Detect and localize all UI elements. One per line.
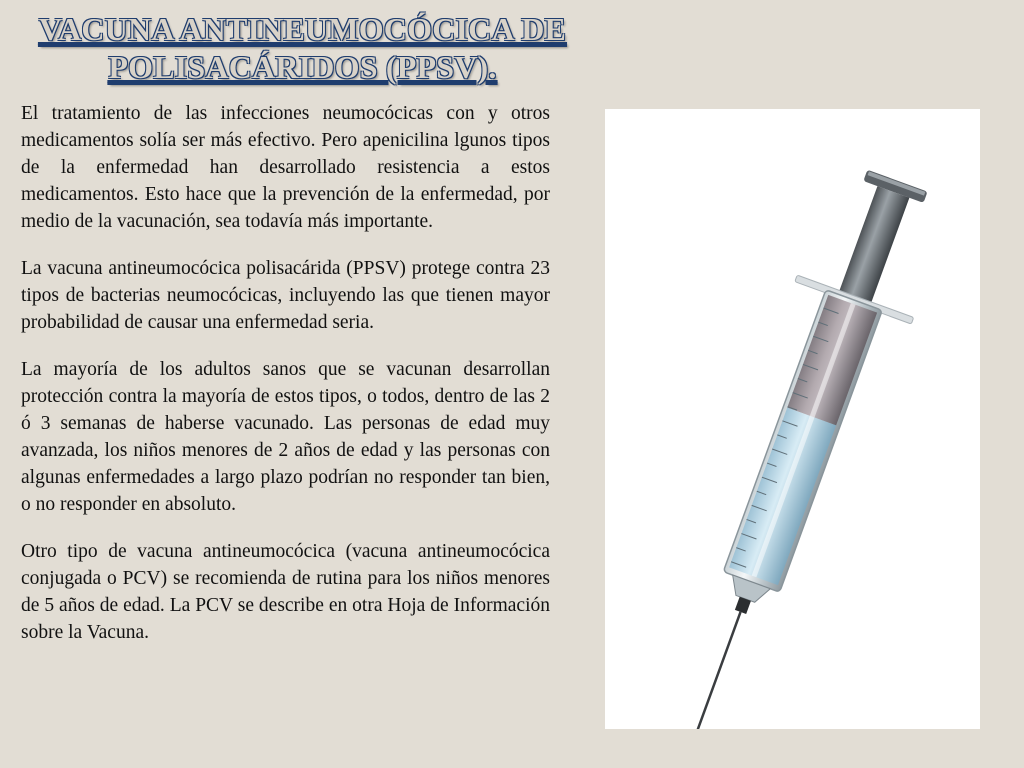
syringe-illustration bbox=[605, 109, 980, 729]
title-line-2: POLISACÁRIDOS (PPSV). bbox=[108, 49, 497, 85]
paragraph-4: Otro tipo de vacuna antineumocócica (vacuna antineumocócica conjugada o PCV) se recomienda de rutina para los niños menores de 5 años de edad. La PCV se describe en otra Hoja de Información sobre la Vacuna. bbox=[21, 541, 550, 643]
title-line-1: VACUNA ANTINEUMOCÓCICA DE bbox=[38, 11, 567, 47]
paragraph-1: El tratamiento de las infecciones neumocócicas con y otros medicamentos solía ser más efectivo. Pero apenicilina lgunos tipos de la enfermedad han desarrollado resistencia a estos medicamentos. Esto hace que la prevención de la enfermedad, por medio de la vacunación, sea todavía más importante. bbox=[21, 103, 550, 232]
paragraph-3: La mayoría de los adultos sanos que se vacunan desarrollan protección contra la mayoría de estos tipos, o todos, dentro de las 2 ó 3 semanas de haberse vacunado. Las personas de edad muy avanzada, los niños menores de 2 años de edad y las personas con algunas enfermedades a largo plazo podrían no responder tan bien, o no responder en absoluto. bbox=[21, 359, 550, 515]
syringe-image bbox=[605, 109, 980, 729]
plunger-rod bbox=[838, 186, 909, 306]
slide-title bbox=[0, 10, 605, 86]
body-text bbox=[21, 100, 550, 666]
paragraph-2: La vacuna antineumocócica polisacárida (PPSV) protege contra 23 tipos de bacterias neumocócicas, incluyendo las que tienen mayor probabilidad de causar una enfermedad seria. bbox=[21, 258, 550, 333]
needle bbox=[680, 612, 740, 729]
syringe-group bbox=[622, 159, 956, 729]
